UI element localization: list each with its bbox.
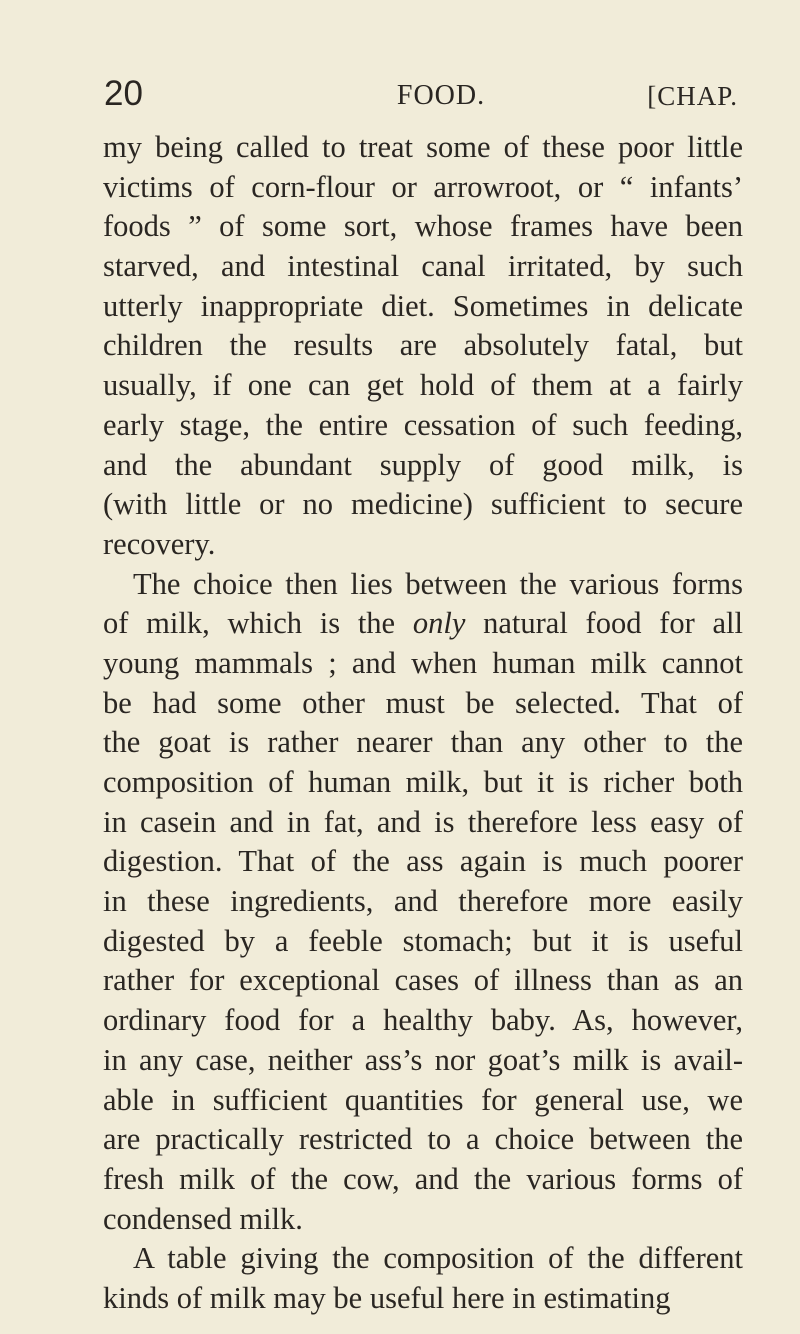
line-tail: natural food for all (483, 606, 743, 641)
text-line: in any case, neither ass’s nor goat’s milk is avail- (103, 1042, 743, 1077)
text-line: children the results are absolutely fatal, but (103, 328, 743, 363)
text-line: victims of corn-flour or arrowroot, or “ infants’ (103, 169, 743, 204)
paragraph-start-line: The choice then lies between the various forms (133, 566, 743, 601)
text-line: composition of human milk, but it is richer both (103, 765, 743, 799)
text-line: in these ingredients, and therefore more easily (103, 884, 743, 919)
text-line: digestion. That of the ass again is much poorer (103, 844, 743, 879)
text-line: young mammals ; and when human milk cannot (103, 645, 743, 680)
text-line: digested by a feeble stomach; but it is useful (103, 923, 743, 958)
page-number: 20 (104, 74, 143, 113)
line-head: of milk, which is the (103, 606, 396, 641)
text-line: usually, if one can get hold of them at a fairly (103, 368, 743, 403)
running-title: FOOD. (396, 80, 486, 111)
body-text (103, 128, 743, 1319)
text-line: (with little or no medicine) sufficient to secure (103, 487, 743, 522)
text-line: my being called to treat some of these poor little (103, 130, 743, 164)
text-line: early stage, the entire cessation of such feeding, (103, 407, 743, 442)
text-line: able in sufficient quantities for general use, we (103, 1082, 743, 1117)
running-head (104, 74, 738, 114)
text-line: foods ” of some sort, whose frames have been (103, 209, 743, 244)
text-line: utterly inappropriate diet. Sometimes in delicate (103, 288, 743, 323)
text-line-with-emphasis (103, 604, 743, 644)
text-line: the goat is rather nearer than any other to the (103, 725, 743, 760)
text-line: fresh milk of the cow, and the various forms of (103, 1161, 743, 1196)
text-line: be had some other must be selected. That of (103, 685, 743, 720)
text-line: recovery. (103, 526, 216, 561)
text-line: condensed milk. (103, 1201, 303, 1236)
chapter-label: [CHAP. (647, 81, 738, 111)
text-line: rather for exceptional cases of illness than as an (103, 963, 743, 998)
text-line: and the abundant supply of good milk, is (103, 447, 743, 482)
paragraph-start-line: A table giving the composition of the different (133, 1241, 743, 1276)
text-line: starved, and intestinal canal irritated, by such (103, 249, 743, 284)
text-line: are practically restricted to a choice between the (103, 1122, 743, 1157)
emphasis-word: only (412, 606, 466, 641)
text-line: kinds of milk may be useful here in estimating (103, 1280, 671, 1315)
text-line: in casein and in fat, and is therefore less easy of (103, 804, 743, 839)
text-line: ordinary food for a healthy baby. As, however, (103, 1003, 743, 1038)
